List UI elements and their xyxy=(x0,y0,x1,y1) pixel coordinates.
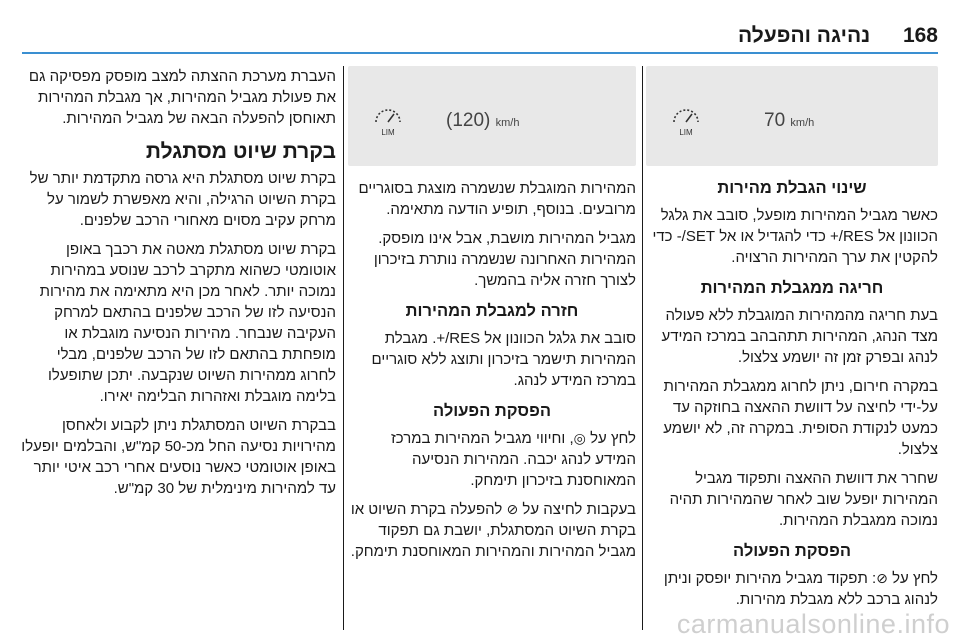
paragraph: בבקרת השיוט המסתגלת ניתן לקבוע ולאחסן מהירויות נסיעה החל מכ-50 קמ"ש, והבלמים יופעלו באופן אוטומטי כאשר נוסעים אחרי רכב איטי יותר עד למהירות מינימלית של 30 קמ"ש. xyxy=(21,417,336,497)
display-speed: (120) km/h xyxy=(446,110,520,131)
cluster-display-image xyxy=(646,66,938,166)
paragraph: סובב את גלגל הכוונון אל RES/+. מגבלת המהירות תישמר בזיכרון ותוצג ללא סוגריים במרכז המידע לנהג. xyxy=(371,330,636,389)
svg-text:LIM: LIM xyxy=(381,128,395,137)
paragraph: במקרה חירום, ניתן לחרוג ממגבלת המהירות על-ידי לחיצה על דוושת ההאצה בחוזקה עד כמעט לנקודת הסופית. במקרה זה, לא יושמע צלצול. xyxy=(663,378,938,458)
paragraph: שחרר את דוושת ההאצה ותפקוד מגביל המהירות יופעל שוב לאחר שהמהירות תהיה נמוכה ממגבלת המהירות. xyxy=(669,470,938,529)
display-speed: 70 km/h xyxy=(764,110,815,131)
paragraph: מגביל המהירות מושבת, אבל אינו מופסק. המהירות האחרונה שנשמרה נותרת בזיכרון לצורך חזרה אליה בהמשך. xyxy=(373,230,636,289)
heading-adaptive-cruise: בקרת שיוט מסתגלת xyxy=(145,140,336,163)
column-divider xyxy=(642,66,643,630)
column-middle xyxy=(348,66,636,634)
paragraph: העברת מערכת ההצתה למצב מופסק מפסיקה גם את פעולת מגביל המהירות, אך מגבלת המהירות תאוחסן להפעלה הבאה של מגביל המהירות. xyxy=(28,68,336,127)
heading-resume: חזרה למגבלת המהירות xyxy=(405,302,579,320)
paragraph: המהירות המוגבלת שנשמרה מוצגת בסוגריים מרובעים. בנוסף, תופיע הודעה מתאימה. xyxy=(358,180,636,218)
heading-change-limit: שינוי הגבלת מהירות xyxy=(717,179,867,197)
column-divider xyxy=(343,66,344,630)
paragraph: בעקבות לחיצה על ⊘ להפעלה בקרת השיוט או בקרת השיוט המסתגלת, יושבת גם תפקוד מגביל המהירות והמהירות המאוחסנת תימחק. xyxy=(350,501,636,560)
heading-exceed-limit: חריגה ממגבלת המהירות xyxy=(700,279,884,297)
paragraph: בקרת שיוט מסתגלת היא גרסה מתקדמת יותר של בקרת השיוט הרגילה, והיא מאפשרת לשמור על מרחק עקיב מסוים מאחורי הרכב שלפנים. xyxy=(29,170,336,229)
speed-limiter-icon xyxy=(668,102,704,138)
limiter-off-icon: ⊘ xyxy=(506,501,519,517)
paragraph: לחץ על ⊘: תפקוד מגביל מהירות יופסק וניתן לנהוג ברכב ללא מגבלת מהירות. xyxy=(663,570,938,608)
paragraph: בקרת שיוט מסתגלת מאטה את רכבך באופן אוטומטי כשהוא מתקרב לרכב שנוסע במהירות נמוכה יותר. לאחר מכן היא מתאימה את מהירות הנסיעה לזו של הרכב שלפנים בהתאם למרחק העקיבה שנבחר. מהירות הנסיעה מוגבלת או מופחתת בהתאם לזו של הרכב שלפנים, מבלי לחרוג ממהירות השיוט שנקבעה. יתכן שתופעלו בלימה מוגבלת ואזהרות הבלימה יאירו. xyxy=(39,241,336,405)
paragraph: לחץ על ◎, וחיווי מגביל המהירות במרכז המידע לנהג יכבה. המהירות הנסיעה המאוחסנת בזיכרון תימחק. xyxy=(390,430,636,489)
page-header xyxy=(22,22,938,54)
column-left xyxy=(18,66,336,634)
svg-text:LIM: LIM xyxy=(679,128,693,137)
column-right xyxy=(646,66,938,634)
section-title: נהיגה והפעלה xyxy=(738,24,871,47)
heading-disable: הפסקת הפעולה xyxy=(433,402,551,420)
heading-disable: הפסקת הפעולה xyxy=(733,542,851,560)
limiter-icon: ◎ xyxy=(573,430,586,446)
page-number: 168 xyxy=(902,24,938,47)
speed-limiter-icon xyxy=(370,102,406,138)
cluster-display-image xyxy=(348,66,636,166)
paragraph: כאשר מגביל המהירות מופעל, סובב את גלגל הכוונון אל RES/+ כדי להגדיל או אל SET/- כדי להקטין את ערך המהירות הרצויה. xyxy=(652,207,938,266)
limiter-off-icon: ⊘ xyxy=(876,570,888,586)
watermark: carmanualsonline.info xyxy=(676,609,950,639)
paragraph: בעת חריגה מהמהירות המוגבלת ללא פעולה מצד הנהג, המהירות תתהבהב במרכז המידע לנהג ובפרק זמן זה יושמע צלצול. xyxy=(661,307,938,366)
